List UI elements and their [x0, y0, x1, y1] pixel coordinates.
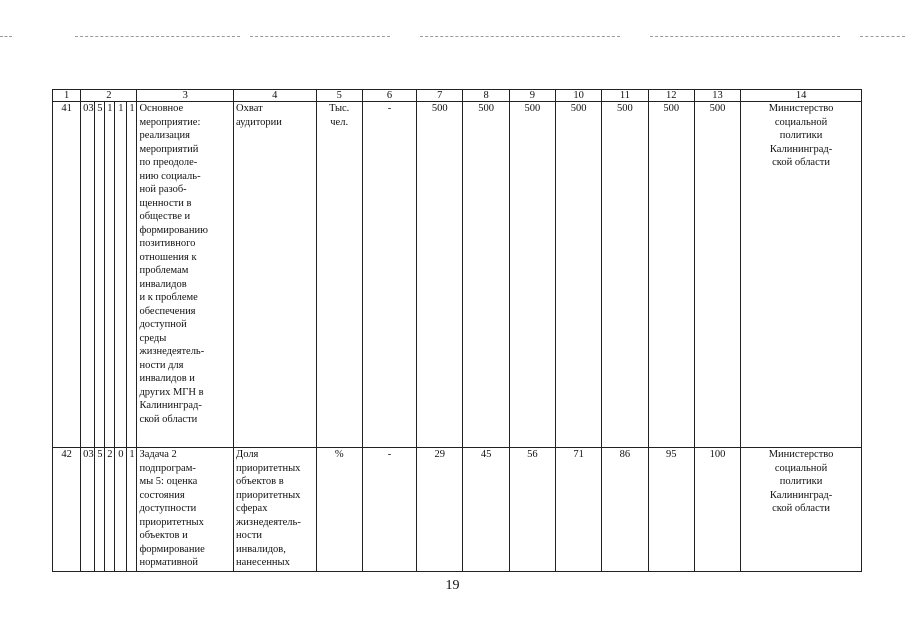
- year-value-cell: 100: [694, 448, 740, 572]
- col-number: 9: [509, 90, 555, 102]
- col-number: 13: [694, 90, 740, 102]
- page-number: 19: [445, 578, 460, 593]
- col-number: 7: [417, 90, 463, 102]
- year-value-cell: 500: [602, 102, 648, 448]
- code-cell: 5: [95, 102, 105, 448]
- col-number: 14: [741, 90, 862, 102]
- year-value-cell: 500: [463, 102, 509, 448]
- col-number: 2: [81, 90, 137, 102]
- year-value-cell: 500: [417, 102, 463, 448]
- col-number: 8: [463, 90, 509, 102]
- year-value-cell: 86: [602, 448, 648, 572]
- unit-cell: %: [316, 448, 362, 572]
- scan-artifact-line: [860, 36, 905, 37]
- col-number: 6: [362, 90, 416, 102]
- code-cell: 2: [105, 448, 115, 572]
- program-indicators-table: [52, 89, 862, 572]
- code-cell: 1: [105, 102, 115, 448]
- col-number: 4: [234, 90, 317, 102]
- scan-artifact-line: [0, 36, 12, 37]
- base-value-cell: -: [362, 448, 416, 572]
- row-number: 41: [53, 102, 81, 448]
- code-cell: 1: [115, 102, 127, 448]
- col-number: 11: [602, 90, 648, 102]
- measure-name: Основное мероприятие: реализация мероприятий по преодоле- нию социаль- ной разоб- щенности в обществе и формированию позитивного отношения к проблемам инвалидов и к проблеме обеспечения доступной среды жизнедеятель- ности для инвалидов и других МГН в Калининград- ской области: [137, 102, 234, 448]
- col-number: 12: [648, 90, 694, 102]
- year-value-cell: 500: [694, 102, 740, 448]
- scan-artifact-line: [250, 36, 390, 37]
- table-row: [53, 448, 862, 572]
- year-value-cell: 29: [417, 448, 463, 572]
- code-cell: 5: [95, 448, 105, 572]
- code-cell: 0: [115, 448, 127, 572]
- scan-artifact-line: [420, 36, 620, 37]
- year-value-cell: 56: [509, 448, 555, 572]
- code-cell: 03: [81, 102, 95, 448]
- indicator-name: Доля приоритетных объектов в приоритетных сферах жизнедеятель- ности инвалидов, нанесенных: [234, 448, 317, 572]
- code-cell: 03: [81, 448, 95, 572]
- indicator-name: Охват аудитории: [234, 102, 317, 448]
- measure-name: Задача 2 подпрограм- мы 5: оценка состояния доступности приоритетных объектов и формирование нормативной: [137, 448, 234, 572]
- code-cell: 1: [127, 102, 137, 448]
- year-value-cell: 71: [556, 448, 602, 572]
- col-number: 3: [137, 90, 234, 102]
- column-number-row: [53, 90, 862, 102]
- table-row: [53, 102, 862, 448]
- responsible-ministry: Министерство социальной политики Калининград- ской области: [741, 102, 862, 448]
- responsible-ministry: Министерство социальной политики Калининград- ской области: [741, 448, 862, 572]
- scan-artifact-line: [75, 36, 240, 37]
- col-number: 1: [53, 90, 81, 102]
- base-value-cell: -: [362, 102, 416, 448]
- year-value-cell: 500: [509, 102, 555, 448]
- year-value-cell: 95: [648, 448, 694, 572]
- unit-cell: Тыс. чел.: [316, 102, 362, 448]
- year-value-cell: 45: [463, 448, 509, 572]
- scan-artifact-line: [650, 36, 840, 37]
- year-value-cell: 500: [556, 102, 602, 448]
- col-number: 5: [316, 90, 362, 102]
- col-number: 10: [556, 90, 602, 102]
- row-number: 42: [53, 448, 81, 572]
- code-cell: 1: [127, 448, 137, 572]
- year-value-cell: 500: [648, 102, 694, 448]
